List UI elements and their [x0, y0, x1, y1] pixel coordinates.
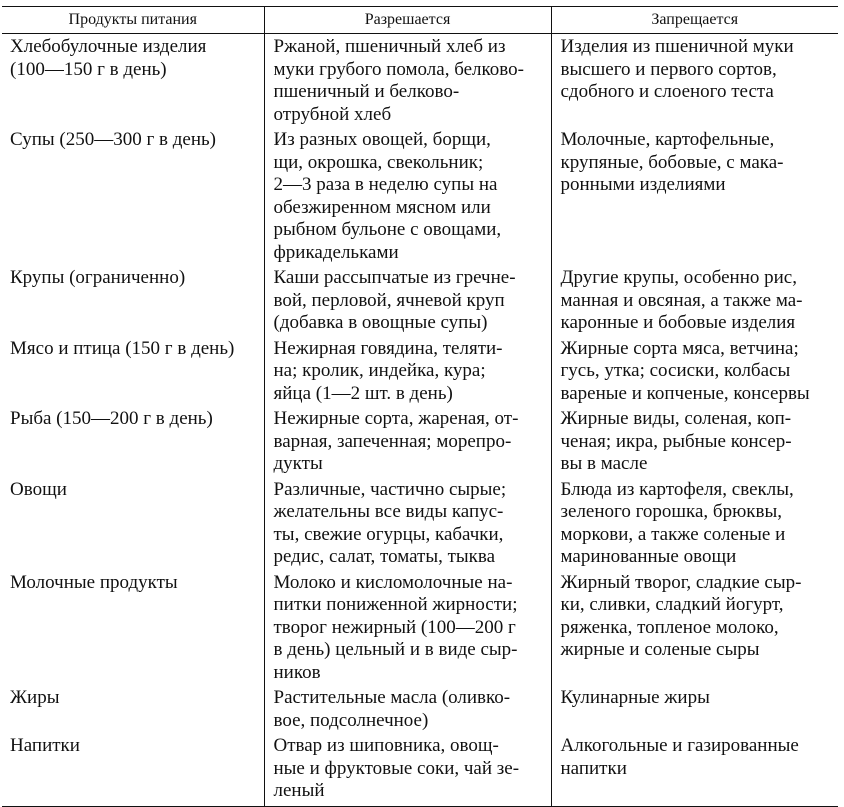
allowed-cell-line: Растительные масла (оливко-: [273, 687, 511, 708]
product-cell: [2, 127, 264, 265]
product-cell-line: Овощи: [10, 478, 67, 500]
forbidden-cell-line: сдобного и слоеного теста: [560, 81, 774, 102]
forbidden-cell-line: Молочные, картофельные,: [560, 129, 775, 150]
allowed-cell-line: Из разных овощей, борщи,: [273, 129, 491, 150]
product-cell-line: Молочные продукты: [10, 571, 178, 593]
forbidden-cell-line: каронные и бобовые изделия: [560, 312, 796, 333]
allowed-cell-line: желательны все виды капус-: [273, 501, 504, 522]
table-row: [2, 34, 838, 128]
forbidden-cell: [551, 685, 838, 733]
product-cell: [2, 406, 264, 477]
allowed-cell-line: питки пониженной жирности;: [273, 594, 518, 615]
forbidden-cell-line: Блюда из картофеля, свеклы,: [560, 478, 794, 500]
forbidden-cell-line: Изделия из пшеничной муки: [560, 36, 794, 57]
allowed-cell-line: пшеничный и белково-: [273, 81, 460, 102]
forbidden-cell-line: манная и овсяная, а также ма-: [560, 289, 803, 311]
product-cell-line: Жиры: [10, 687, 60, 708]
header-allowed: Разрешается: [264, 7, 551, 34]
forbidden-cell-line: Кулинарные жиры: [560, 687, 710, 708]
allowed-cell: [264, 127, 551, 265]
allowed-cell: [264, 34, 551, 128]
forbidden-cell: [551, 477, 838, 570]
allowed-cell-line: дукты: [273, 453, 323, 474]
allowed-cell-line: рыбном бульоне с овощами,: [273, 219, 502, 240]
product-cell: [2, 336, 264, 407]
header-forbidden: Запрещается: [551, 7, 838, 34]
allowed-cell-line: Каши рассыпчатые из гречне-: [273, 267, 516, 288]
product-cell: [2, 34, 264, 128]
allowed-cell: [264, 685, 551, 733]
allowed-cell-line: редис, салат, томаты, тыква: [273, 546, 496, 567]
table-row: [2, 477, 838, 570]
allowed-cell: [264, 733, 551, 806]
forbidden-cell-line: Жирные виды, соленая, коп-: [560, 408, 792, 429]
table-row: [2, 265, 838, 336]
allowed-cell-line: вое, подсолнечное): [273, 709, 429, 731]
allowed-cell-line: фрикадельками: [273, 241, 399, 263]
allowed-cell: [264, 570, 551, 686]
allowed-cell-line: яйца (1—2 шт. в день): [273, 382, 453, 404]
product-cell-line: Напитки: [10, 735, 80, 756]
allowed-cell-line: на; кролик, индейка, кура;: [273, 360, 486, 381]
forbidden-cell-line: ряженка, топленое молоко,: [560, 616, 779, 638]
product-cell-line: Мясо и птица (150 г в день): [10, 337, 235, 359]
allowed-cell-line: в день) цельный и в виде сыр-: [273, 639, 518, 660]
product-cell-line: Рыба (150—200 г в день): [10, 408, 213, 429]
forbidden-cell-line: маринованные овощи: [560, 546, 737, 567]
table-row: [2, 127, 838, 265]
table-row: [2, 406, 838, 477]
allowed-cell-line: Нежирная говядина, теляти-: [273, 337, 503, 359]
forbidden-cell-line: ронными изделиями: [560, 174, 726, 195]
forbidden-cell-line: вы в масле: [560, 453, 648, 474]
forbidden-cell: [551, 265, 838, 336]
allowed-cell-line: ные и фруктовые соки, чай зе-: [273, 757, 520, 779]
allowed-cell-line: Ржаной, пшеничный хлеб из: [273, 36, 506, 57]
forbidden-cell-line: зеленого горошка, брюквы,: [560, 501, 782, 522]
allowed-cell-line: отрубной хлеб: [273, 103, 392, 125]
forbidden-cell: [551, 336, 838, 407]
allowed-cell: [264, 336, 551, 407]
table-row: [2, 336, 838, 407]
product-cell-line: Крупы (ограниченно): [10, 267, 186, 288]
forbidden-cell-line: ченая; икра, рыбные консер-: [560, 430, 792, 452]
allowed-cell-line: муки грубого помола, белково-: [273, 58, 524, 80]
table-row: [2, 733, 838, 806]
forbidden-cell-line: напитки: [560, 757, 627, 779]
forbidden-cell: [551, 127, 838, 265]
allowed-cell-line: Молоко и кисломолочные на-: [273, 571, 513, 593]
forbidden-cell-line: Жирные сорта мяса, ветчина;: [560, 337, 799, 359]
allowed-cell-line: щи, окрошка, свекольник;: [273, 151, 484, 173]
forbidden-cell-line: крупяные, бобовые, с мака-: [560, 151, 784, 173]
product-cell: [2, 570, 264, 686]
forbidden-cell-line: вареные и копченые, консервы: [560, 382, 810, 404]
forbidden-cell-line: высшего и первого сортов,: [560, 58, 777, 80]
forbidden-cell-line: Жирный творог, сладкие сыр-: [560, 571, 802, 593]
allowed-cell-line: обезжиренном мясном или: [273, 196, 491, 218]
allowed-cell-line: 2—3 раза в неделю супы на: [273, 174, 498, 195]
forbidden-cell: [551, 406, 838, 477]
product-cell: [2, 733, 264, 806]
product-cell: [2, 477, 264, 570]
allowed-cell-line: (добавка в овощные супы): [273, 312, 488, 333]
table-row: [2, 685, 838, 733]
table-body: [2, 34, 838, 807]
allowed-cell-line: варная, запеченная; морепро-: [273, 430, 512, 452]
forbidden-cell-line: Другие крупы, особенно рис,: [560, 267, 797, 288]
table-row: [2, 570, 838, 686]
allowed-cell-line: Нежирные сорта, жареная, от-: [273, 408, 519, 429]
allowed-cell-line: ты, свежие огурцы, кабачки,: [273, 523, 504, 545]
product-cell-line: Хлебобулочные изделия: [10, 36, 207, 57]
allowed-cell-line: ников: [273, 661, 321, 683]
forbidden-cell-line: жирные и соленые сыры: [560, 639, 760, 660]
table-header: [2, 7, 838, 34]
forbidden-cell: [551, 733, 838, 806]
forbidden-cell-line: моркови, а также соленые и: [560, 523, 786, 545]
forbidden-cell-line: ки, сливки, сладкий йогурт,: [560, 594, 784, 615]
allowed-cell: [264, 265, 551, 336]
allowed-cell-line: вой, перловой, ячневой круп: [273, 289, 505, 311]
forbidden-cell: [551, 570, 838, 686]
diet-table: [2, 6, 838, 807]
forbidden-cell: [551, 34, 838, 128]
allowed-cell: [264, 477, 551, 570]
forbidden-cell-line: гусь, утка; сосиски, колбасы: [560, 360, 791, 381]
allowed-cell-line: Отвар из шиповника, овощ-: [273, 735, 499, 756]
product-cell: [2, 265, 264, 336]
allowed-cell: [264, 406, 551, 477]
header-row: [2, 7, 838, 34]
product-cell-line: Супы (250—300 г в день): [10, 129, 216, 150]
allowed-cell-line: творог нежирный (100—200 г: [273, 616, 516, 638]
product-cell-line: (100—150 г в день): [10, 58, 167, 80]
forbidden-cell-line: Алкогольные и газированные: [560, 735, 799, 756]
header-products: Продукты питания: [2, 7, 264, 34]
product-cell: [2, 685, 264, 733]
allowed-cell-line: леный: [273, 780, 325, 801]
allowed-cell-line: Различные, частично сырые;: [273, 478, 507, 500]
